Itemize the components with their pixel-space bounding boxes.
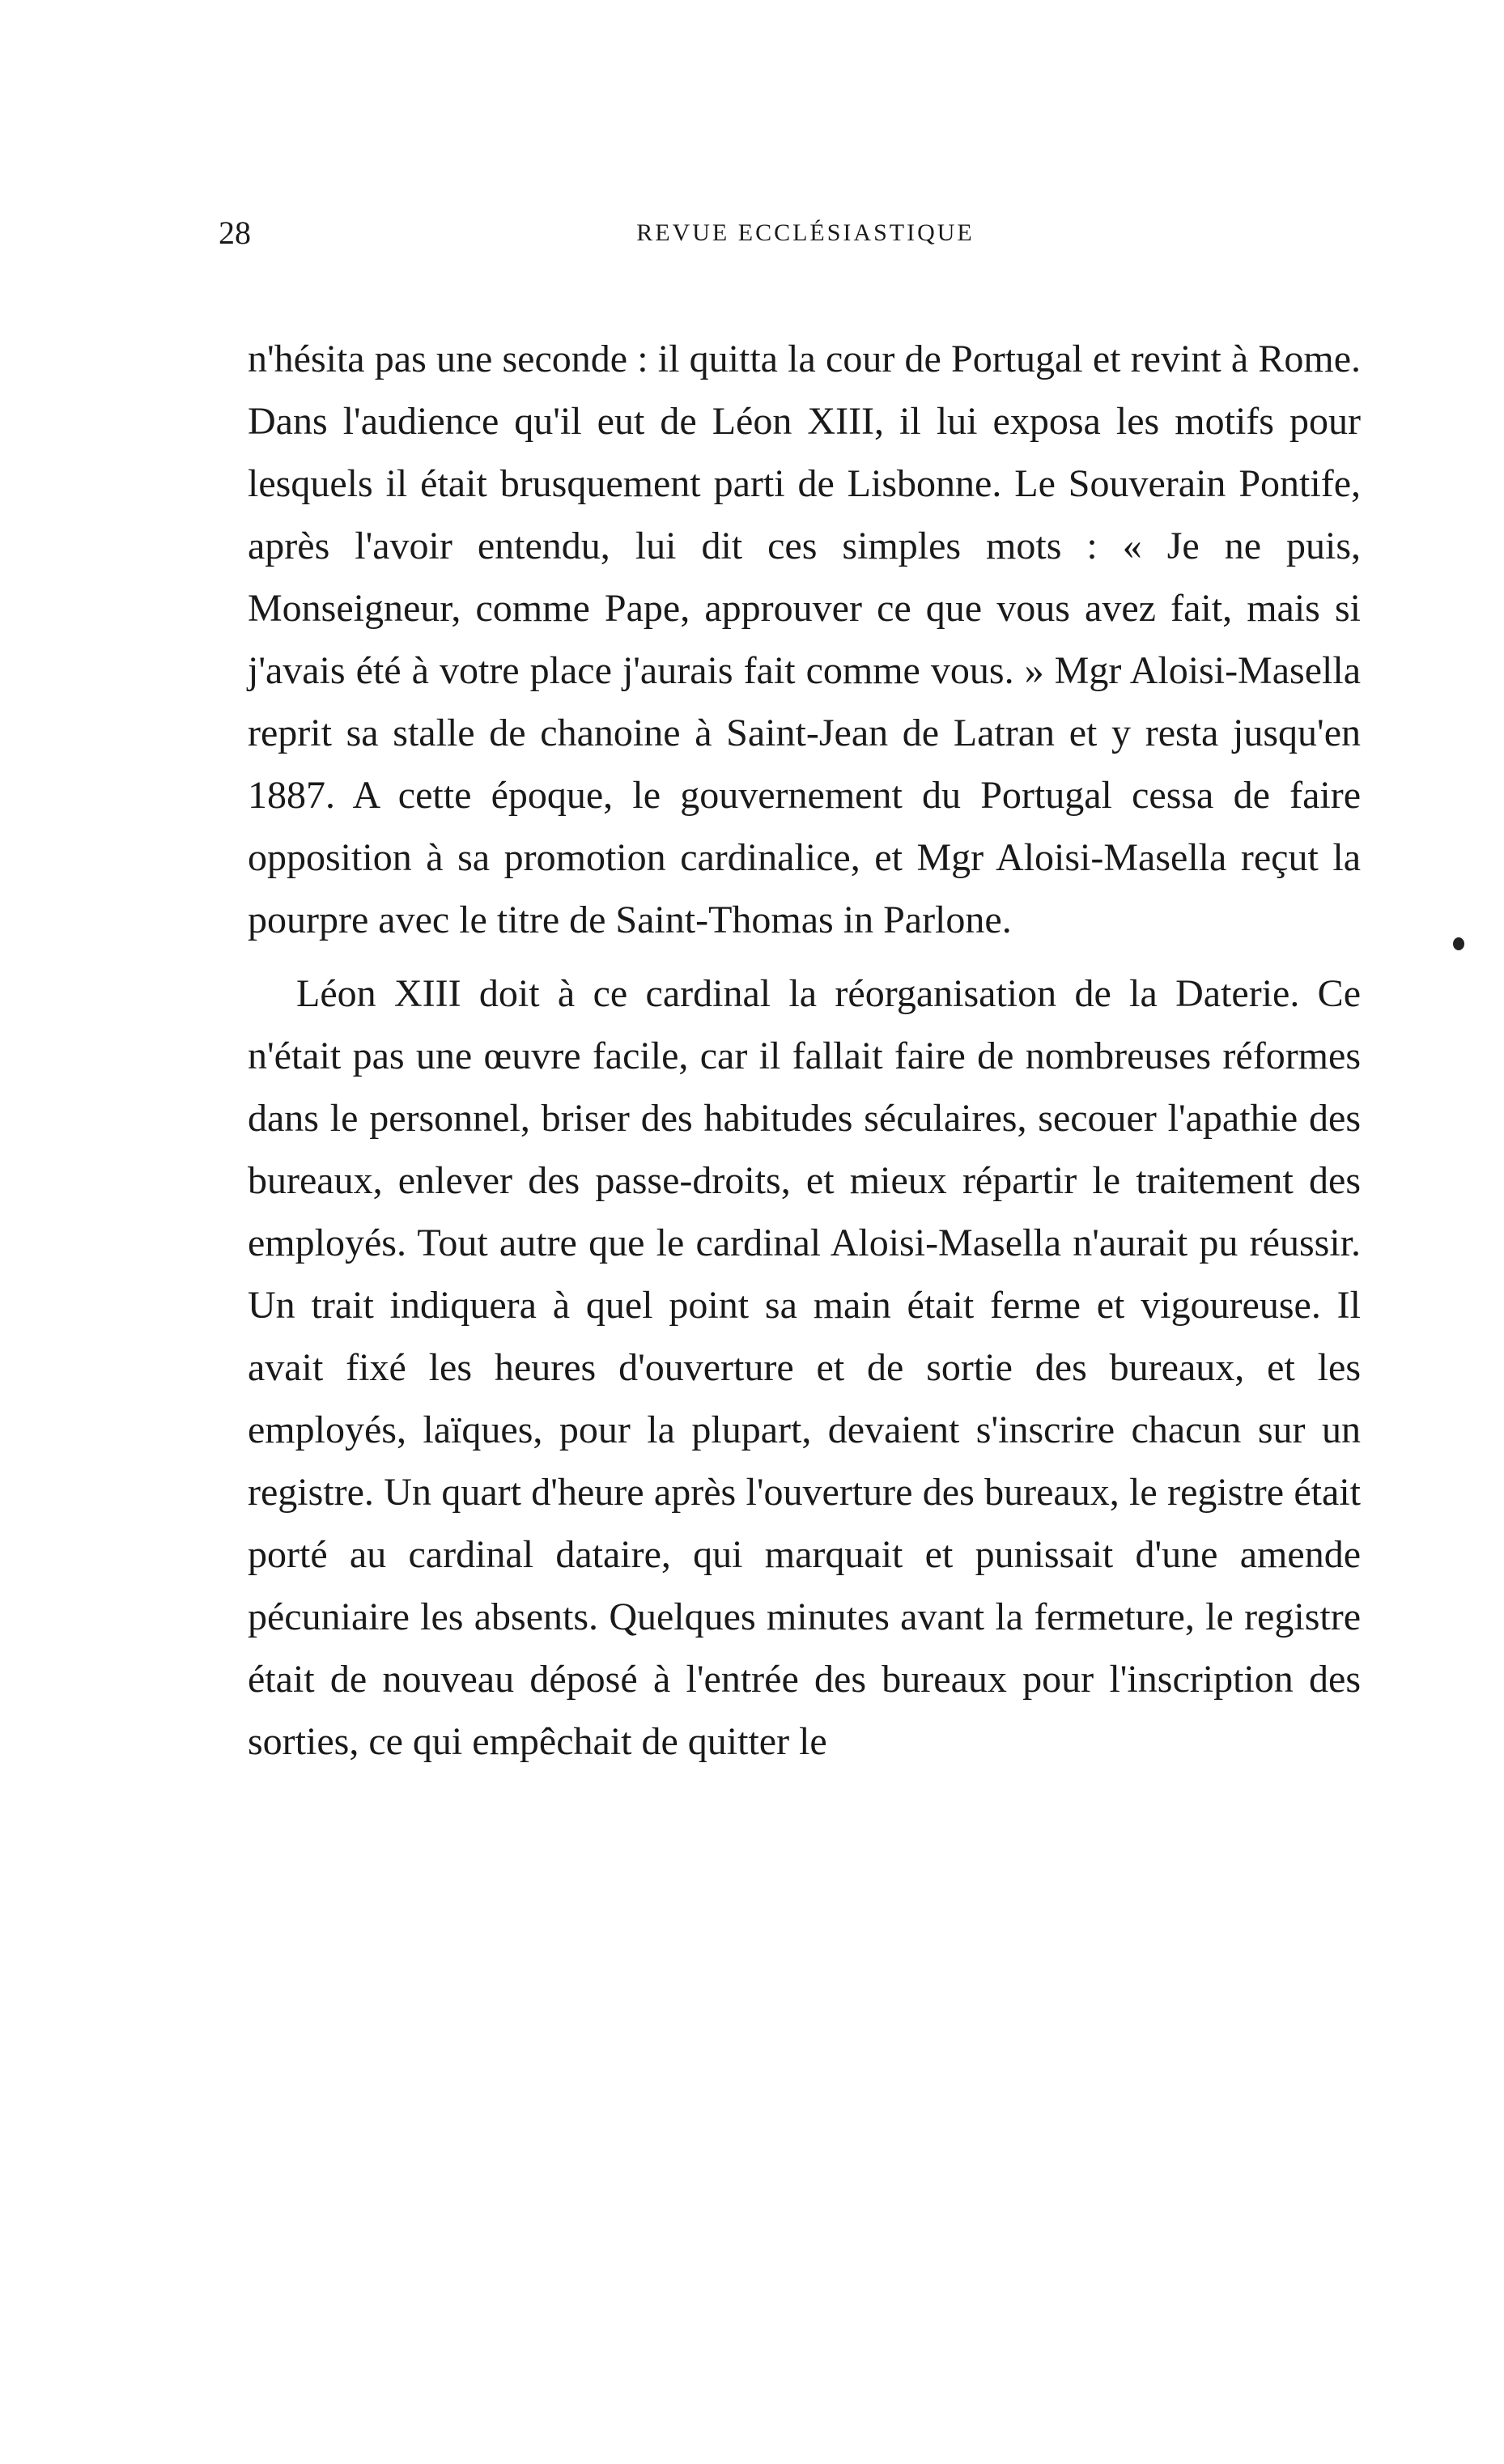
running-head — [219, 209, 1392, 257]
margin-ink-dot — [1453, 937, 1464, 950]
body-text — [248, 328, 1361, 1773]
paragraph-1: n'hésita pas une seconde : il quitta la cour de Portugal et revint à Rome. Dans l'audience qu'il eut de Léon XIII, il lui exposa les motifs pour lesquels il était brusquement parti de Lisbonne. Le Souverain Pontife, après l'avoir entendu, lui dit ces simples mots : « Je ne puis, Monseigneur, comme Pape, approuver ce que vous avez fait, mais si j'avais été à votre place j'aurais fait comme vous. » Mgr Aloisi-Masella reprit sa stalle de chanoine à Saint-Jean de Latran et y resta jusqu'en 1887. A cette époque, le gouvernement du Portugal cessa de faire opposition à sa promotion cardinalice, et Mgr Aloisi-Masella reçut la pourpre avec le titre de Saint-Thomas in Parlone. — [248, 338, 1361, 941]
page-number: 28 — [219, 215, 251, 251]
journal-title: REVUE ECCLÉSIASTIQUE — [636, 219, 975, 246]
paragraph-2: Léon XIII doit à ce cardinal la réorganisation de la Daterie. Ce n'était pas une œuvre facile, car il fallait faire de nombreuses réformes dans le personnel, briser des habitudes séculaires, secouer l'apathie des bureaux, enlever des passe-droits, et mieux répartir le traitement des employés. Tout autre que le cardinal Aloisi-Masella n'aurait pu réussir. Un trait indiquera à quel point sa main était ferme et vigoureuse. Il avait fixé les heures d'ouverture et de sortie des bureaux, et les employés, laïques, pour la plupart, devaient s'inscrire chacun sur un registre. Un quart d'heure après l'ouverture des bureaux, le registre était porté au cardinal dataire, qui marquait et punissait d'une amende pécuniaire les absents. Quelques minutes avant la fermeture, le registre était de nouveau déposé à l'entrée des bureaux pour l'inscription des sorties, ce qui empêchait de quitter le — [248, 972, 1361, 1763]
